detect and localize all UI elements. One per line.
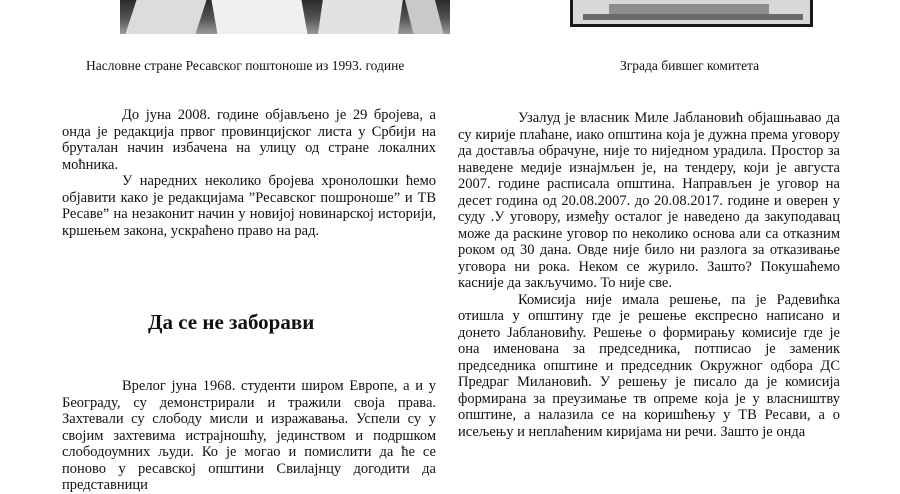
left-column-top bbox=[62, 107, 436, 239]
left-paragraph-2: У наредних неколико бројева хронолошки ћемо објавити какo је редакцијама ”Ресавског пошроноше” и ТВ Ресаве” на незаконит начин у новијој новинарској историји, кршењем закона, ускраћено право на рад. bbox=[62, 173, 436, 239]
left-column-bottom bbox=[62, 378, 436, 494]
left-paragraph-1: До јуна 2008. године објављено је 29 бројева, а онда је редакција првог провинцијског листа у Србији на бруталан начин избачена на улицу од стране локалних моћника. bbox=[62, 107, 436, 173]
left-paragraph-3: Врелог јуна 1968. студенти широм Европе, а и у Београду, су демонстрирали и тражили своја права. Захтевали су слободу мисли и изражавања. Успели су у својим захтевима истрајношћу, јединством и подршком слободоумних људи. Ко је могао и помислити да ће се поново у ресавској општини Свилајнцу догодити да представници bbox=[62, 378, 436, 493]
right-photo-caption: Зграда бившег комитета bbox=[620, 58, 760, 73]
right-paragraph-2: Комисија није имала решење, па је Радевићка отишла у општину где је решење експресно написано и донето Јаблановићу. Решење о формирању комисије где је она именована за председника, потписао је заменик председника општине и председник Окружног одбора ДС Предраг Милановић. У решењу је писало да је комисија формирана за преузимање тв опреме која је у власништву општине, а налазила се на коришћењу у ТВ Ресави, а о исељењу и неплаћеним киријама ни речи. Зашто је онда bbox=[458, 291, 840, 440]
section-heading: Да се не заборави bbox=[148, 310, 315, 334]
left-photo-caption: Насловне стране Ресавског поштоноше из 1993. године bbox=[86, 58, 405, 73]
newspaper-front-pages-photo bbox=[120, 0, 450, 34]
right-paragraph-1: Узалуд је власник Миле Јаблановић објашњавао да су кирије плаћане, иако општина која је дужна према уговору да доставља обрачуне, није то ниједном урадила. Простор за наведене медије изнајмљен је, на тендеру, који је августа 2007. године расписала општина. Направљен је уговор на десет година од 20.08.2007. до 20.08.2017. године и оверен у суду .У уговору, између осталог је наведено да закуподавац може да раскине уговор по неколико основа али са отказним роком од 30 дана. Овде није било ни разлога за отказивање уговора ни рока. Неком се журило. Зашто? Покушаћемо касније да закључимо. То није све. bbox=[458, 110, 840, 291]
former-committee-building-photo bbox=[570, 0, 813, 27]
right-column bbox=[458, 110, 840, 440]
